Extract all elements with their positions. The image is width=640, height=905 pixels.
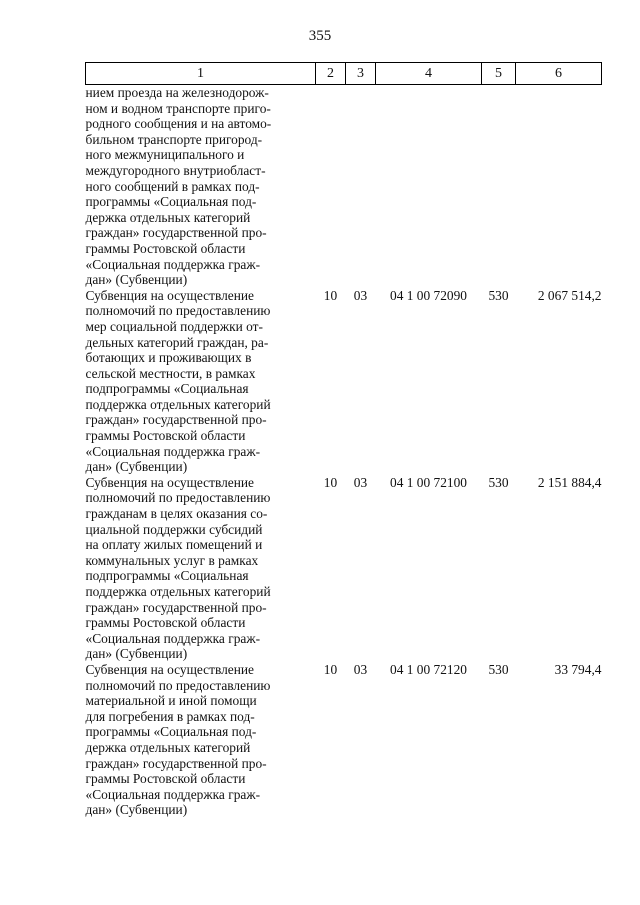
row-description: Субвенция на осуществление полномочий по предоставлению гражданам в целях оказания со- циальной поддержки субсидий на оплату жилых помещений и коммунальных услуг в рамках подпрограммы «Социальная поддержка отдельных категорий граждан» государственной про- граммы Ростовской области «Социальная поддержка граж- дан» (Субвенции) — [85, 474, 271, 662]
row-description: Субвенция на осуществление полномочий по предоставлению материальной и иной помощи для погребения в рамках под- программы «Социальная под- держка отдельных категорий граждан» государственной про- граммы Ростовской области «Социальная поддержка граж- дан» (Субвенции) — [85, 661, 271, 818]
row-type: 530 — [488, 287, 509, 303]
column-header: 2 — [316, 63, 346, 85]
row-section: 10 — [323, 661, 338, 677]
row-target: 04 1 00 72100 — [390, 474, 467, 490]
column-header: 1 — [86, 63, 316, 85]
row-amount: 33 794,4 — [554, 661, 602, 677]
row-subsection: 03 — [353, 287, 368, 303]
row-section: 10 — [323, 287, 338, 303]
row-target: 04 1 00 72090 — [390, 287, 467, 303]
row-section — [316, 85, 346, 288]
row-target: 04 1 00 72120 — [390, 661, 467, 677]
column-header: 5 — [482, 63, 516, 85]
column-header: 4 — [376, 63, 482, 85]
row-subsection: 03 — [353, 474, 368, 490]
row-type — [482, 85, 516, 288]
row-target — [376, 85, 482, 288]
row-subsection — [346, 85, 376, 288]
table-row — [86, 288, 602, 475]
row-description: Субвенция на осуществление полномочий по предоставлению мер социальной поддержки от- дельных категорий граждан, ра- ботающих и проживающих в сельской местности, в рамках подпрограммы «Социальная поддержка отдельных категорий граждан» государственной про- граммы Ростовской области «Социальная поддержка граж- дан» (Субвенции) — [85, 287, 271, 475]
page-number: 355 — [308, 28, 332, 44]
row-amount: 2 151 884,4 — [537, 474, 602, 490]
table-row — [86, 662, 602, 818]
table-row — [86, 85, 602, 288]
row-type: 530 — [488, 661, 509, 677]
row-amount — [516, 85, 602, 288]
row-subsection: 03 — [353, 661, 368, 677]
column-header: 6 — [516, 63, 602, 85]
row-amount: 2 067 514,2 — [537, 287, 602, 303]
column-header: 3 — [346, 63, 376, 85]
row-type: 530 — [488, 474, 509, 490]
row-description: нием проезда на железнодорож- ном и водном транспорте приго- родного сообщения и на автомо- бильном транспорте пригород- ного межмуниципального и междугородного внутриобласт- ного сообщений в рамках под- программы «Социальная под- держка отдельных категорий граждан» государственной про- граммы Ростовской области «Социальная поддержка граж- дан» (Субвенции) — [85, 85, 272, 288]
budget-table — [85, 62, 602, 818]
row-section: 10 — [323, 474, 338, 490]
table-header-row — [86, 63, 602, 85]
table-row — [86, 475, 602, 662]
